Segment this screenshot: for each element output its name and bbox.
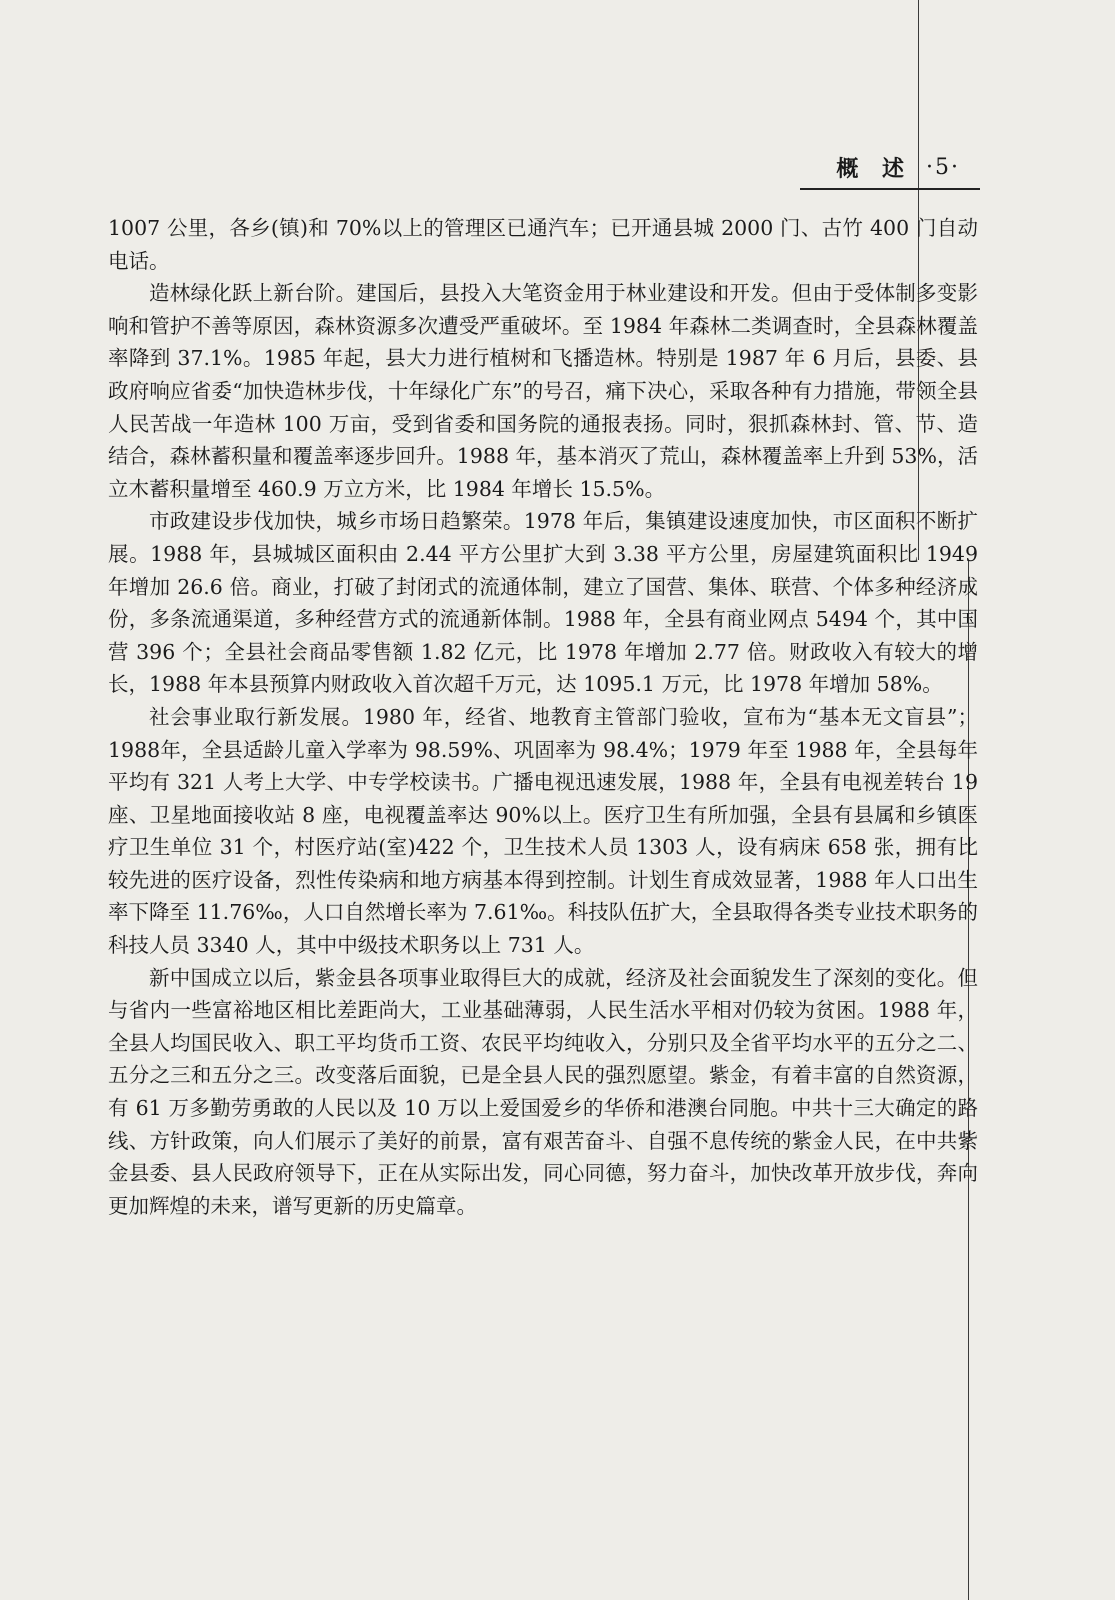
paragraph-outlook: 新中国成立以后，紫金县各项事业取得巨大的成就，经济及社会面貌发生了深刻的变化。但与省内一些富裕地区相比差距尚大，工业基础薄弱，人民生活水平相对仍较为贫困。1988 年，全县人均国民收入、职工平均货币工资、农民平均纯收入，分别只及全省平均水平的五分之二、五分之三和五分之三。改变落后面貌，已是全县人民的强烈愿望。紫金，有着丰富的自然资源，有 61 万多勤劳勇敢的人民以及 10 万以上爱国爱乡的华侨和港澳台同胞。中共十三大确定的路线、方针政策，向人们展示了美好的前景，富有艰苦奋斗、自强不息传统的紫金人民，在中共紫金县委、县人民政府领导下，正在从实际出发，同心同德，努力奋斗，加快改革开放步伐，奔向更加辉煌的未来，谱写更新的历史篇章。 bbox=[108, 965, 978, 1218]
paragraph-social-development: 社会事业取行新发展。1980 年，经省、地教育主管部门验收，宣布为“基本无文盲县”；1988年，全县适龄儿童入学率为 98.59%、巩固率为 98.4%；1979 年至 1988 年，全县每年平均有 321 人考上大学、中专学校读书。广播电视迅速发展，1988 年，全县有电视差转台 19 座、卫星地面接收站 8 座，电视覆盖率达 90%以上。医疗卫生有所加强，全县有县属和乡镇医疗卫生单位 31 个，村医疗站(室)422 个，卫生技术人员 1303 人，设有病床 658 张，拥有比较先进的医疗设备，烈性传染病和地方病基本得到控制。计划生育成效显著，1988 年人口出生率下降至 11.76‰，人口自然增长率为 7.61‰。科技队伍扩大，全县取得各类专业技术职务的科技人员 3340 人，其中中级技术职务以上 731 人。 bbox=[108, 704, 978, 958]
paragraph-forestry: 造林绿化跃上新台阶。建国后，县投入大笔资金用于林业建设和开发。但由于受体制多变影响和管护不善等原因，森林资源多次遭受严重破坏。至 1984 年森林二类调查时，全县森林覆盖率降到 37.1%。1985 年起，县大力进行植树和飞播造林。特别是 1987 年 6 月后，县委、县政府响应省委“加快造林步伐，十年绿化广东”的号召，痛下决心，采取各种有力措施，带领全县人民苦战一年造林 100 万亩，受到省委和国务院的通报表扬。同时，狠抓森林封、管、节、造结合，森林蓄积量和覆盖率逐步回升。1988 年，基本消灭了荒山，森林覆盖率上升到 53%，活立木蓄积量增至 460.9 万立方米，比 1984 年增长 15.5%。 bbox=[108, 281, 978, 501]
body-text bbox=[108, 212, 978, 1222]
paragraph-continued: 1007 公里，各乡(镇)和 70%以上的管理区已通汽车；已开通县城 2000 门、古竹 400 门自动电话。 bbox=[108, 216, 978, 273]
header-rule bbox=[800, 188, 980, 190]
page-number: ·5· bbox=[926, 155, 960, 180]
paragraph-municipal-commerce: 市政建设步伐加快，城乡市场日趋繁荣。1978 年后，集镇建设速度加快，市区面积不断扩展。1988 年，县城城区面积由 2.44 平方公里扩大到 3.38 平方公里，房屋建筑面积比 1949 年增加 26.6 倍。商业，打破了封闭式的流通体制，建立了国营、集体、联营、个体多种经济成份，多条流通渠道，多种经营方式的流通新体制。1988 年，全县有商业网点 5494 个，其中国营 396 个；全县社会商品零售额 1.82 亿元，比 1978 年增加 2.77 倍。财政收入有较大的增长，1988 年本县预算内财政收入首次超千万元，达 1095.1 万元，比 1978 年增加 58%。 bbox=[108, 509, 978, 697]
section-title: 概 述 bbox=[836, 156, 913, 182]
running-header bbox=[836, 152, 960, 183]
